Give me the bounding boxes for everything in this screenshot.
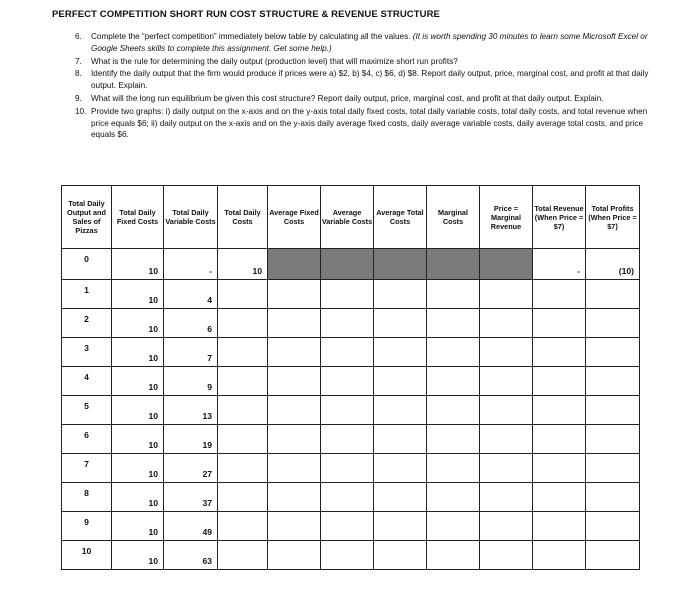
cell-marginal-cost bbox=[427, 309, 480, 338]
cell-marginal-cost bbox=[427, 338, 480, 367]
header-variable-costs: Total Daily Variable Costs bbox=[164, 186, 218, 249]
cell-price bbox=[480, 425, 533, 454]
cell-average-fixed-cost bbox=[268, 425, 321, 454]
cell-average-fixed-cost bbox=[268, 249, 321, 280]
cell-output: 5 bbox=[62, 396, 112, 425]
cell-average-fixed-cost bbox=[268, 338, 321, 367]
table-row bbox=[62, 425, 640, 454]
question-number: 9. bbox=[75, 93, 82, 103]
cell-total-revenue bbox=[533, 396, 586, 425]
cell-price bbox=[480, 309, 533, 338]
cell-total-profit bbox=[586, 483, 640, 512]
cell-total-profit bbox=[586, 396, 640, 425]
page-title: PERFECT COMPETITION SHORT RUN COST STRUCTURE & REVENUE STRUCTURE bbox=[52, 9, 440, 20]
cell-marginal-cost bbox=[427, 454, 480, 483]
cell-variable-cost: 49 bbox=[164, 512, 218, 541]
cell-average-fixed-cost bbox=[268, 483, 321, 512]
cell-output: 1 bbox=[62, 280, 112, 309]
cell-average-variable-cost bbox=[321, 280, 374, 309]
cell-output: 3 bbox=[62, 338, 112, 367]
cell-marginal-cost bbox=[427, 249, 480, 280]
cell-output: 9 bbox=[62, 512, 112, 541]
cell-total-profit bbox=[586, 541, 640, 570]
cell-total-cost bbox=[218, 512, 268, 541]
cell-fixed-cost: 10 bbox=[112, 280, 164, 309]
header-fixed-costs: Total Daily Fixed Costs bbox=[112, 186, 164, 249]
cell-total-profit bbox=[586, 454, 640, 483]
cell-output: 0 bbox=[62, 249, 112, 280]
cell-total-profit bbox=[586, 338, 640, 367]
cell-total-cost bbox=[218, 367, 268, 396]
cell-total-revenue bbox=[533, 309, 586, 338]
cell-fixed-cost: 10 bbox=[112, 425, 164, 454]
cell-marginal-cost bbox=[427, 280, 480, 309]
table-row bbox=[62, 280, 640, 309]
header-total-costs: Total Daily Costs bbox=[218, 186, 268, 249]
header-average-total-costs: Average Total Costs bbox=[374, 186, 427, 249]
question-7 bbox=[75, 56, 655, 68]
cell-fixed-cost: 10 bbox=[112, 483, 164, 512]
cell-total-profit bbox=[586, 425, 640, 454]
cell-variable-cost: 63 bbox=[164, 541, 218, 570]
cell-price bbox=[480, 512, 533, 541]
cost-table bbox=[61, 185, 640, 570]
cell-output: 2 bbox=[62, 309, 112, 338]
cell-output: 10 bbox=[62, 541, 112, 570]
cell-average-total-cost bbox=[374, 483, 427, 512]
cell-average-fixed-cost bbox=[268, 396, 321, 425]
cell-total-revenue bbox=[533, 454, 586, 483]
cell-total-profit bbox=[586, 280, 640, 309]
header-price: Price = Marginal Revenue bbox=[480, 186, 533, 249]
cell-price bbox=[480, 338, 533, 367]
cell-average-total-cost bbox=[374, 541, 427, 570]
cell-total-cost bbox=[218, 425, 268, 454]
table-row bbox=[62, 309, 640, 338]
cell-marginal-cost bbox=[427, 483, 480, 512]
cell-total-revenue bbox=[533, 483, 586, 512]
cell-total-cost bbox=[218, 454, 268, 483]
cell-average-total-cost bbox=[374, 309, 427, 338]
question-list bbox=[75, 31, 655, 142]
question-10 bbox=[75, 106, 655, 141]
cell-average-total-cost bbox=[374, 338, 427, 367]
question-number: 10. bbox=[75, 106, 87, 116]
cell-total-cost bbox=[218, 309, 268, 338]
cell-output: 6 bbox=[62, 425, 112, 454]
cell-average-fixed-cost bbox=[268, 280, 321, 309]
cell-average-total-cost bbox=[374, 396, 427, 425]
cell-fixed-cost: 10 bbox=[112, 309, 164, 338]
question-9 bbox=[75, 93, 655, 105]
cell-fixed-cost: 10 bbox=[112, 367, 164, 396]
cell-average-variable-cost bbox=[321, 338, 374, 367]
header-output: Total Daily Output and Sales of Pizzas bbox=[62, 186, 112, 249]
cell-marginal-cost bbox=[427, 396, 480, 425]
cell-output: 8 bbox=[62, 483, 112, 512]
cell-average-fixed-cost bbox=[268, 454, 321, 483]
cell-price bbox=[480, 367, 533, 396]
cell-fixed-cost: 10 bbox=[112, 541, 164, 570]
cell-marginal-cost bbox=[427, 512, 480, 541]
question-6 bbox=[75, 31, 655, 55]
cell-average-variable-cost bbox=[321, 425, 374, 454]
cell-total-profit: (10) bbox=[586, 249, 640, 280]
cell-fixed-cost: 10 bbox=[112, 396, 164, 425]
cell-total-revenue bbox=[533, 512, 586, 541]
cell-output: 4 bbox=[62, 367, 112, 396]
cell-fixed-cost: 10 bbox=[112, 512, 164, 541]
cell-total-cost: 10 bbox=[218, 249, 268, 280]
cell-total-revenue bbox=[533, 425, 586, 454]
table-row bbox=[62, 454, 640, 483]
header-average-fixed-costs: Average Fixed Costs bbox=[268, 186, 321, 249]
cell-average-total-cost bbox=[374, 249, 427, 280]
cell-total-cost bbox=[218, 280, 268, 309]
cell-average-fixed-cost bbox=[268, 309, 321, 338]
cell-variable-cost: 37 bbox=[164, 483, 218, 512]
cell-variable-cost: 6 bbox=[164, 309, 218, 338]
cell-output: 7 bbox=[62, 454, 112, 483]
cell-variable-cost: 7 bbox=[164, 338, 218, 367]
cell-variable-cost: - bbox=[164, 249, 218, 280]
cell-variable-cost: 4 bbox=[164, 280, 218, 309]
question-text: What will the long run equilibrium be given this cost structure? Report daily output, price, marginal cost, and profit at that daily output. Explain. bbox=[91, 93, 604, 103]
cell-total-cost bbox=[218, 483, 268, 512]
table-row bbox=[62, 483, 640, 512]
table-row bbox=[62, 396, 640, 425]
cell-price bbox=[480, 249, 533, 280]
table-row bbox=[62, 249, 640, 280]
cell-average-variable-cost bbox=[321, 483, 374, 512]
header-total-revenue: Total Revenue (When Price = $7) bbox=[533, 186, 586, 249]
cell-fixed-cost: 10 bbox=[112, 454, 164, 483]
cell-average-variable-cost bbox=[321, 249, 374, 280]
cell-average-fixed-cost bbox=[268, 512, 321, 541]
cell-total-profit bbox=[586, 512, 640, 541]
cell-average-total-cost bbox=[374, 454, 427, 483]
question-number: 6. bbox=[75, 32, 82, 41]
table-row bbox=[62, 512, 640, 541]
cell-total-cost bbox=[218, 541, 268, 570]
cell-price bbox=[480, 280, 533, 309]
cell-average-variable-cost bbox=[321, 309, 374, 338]
cell-variable-cost: 19 bbox=[164, 425, 218, 454]
question-text: Provide two graphs: i) daily output on the x-axis and on the y-axis total daily fixed costs, total daily variable costs, total daily costs, and total revenue when price equals $6; ii) daily output on the x-axis and on the y-axis daily average fixed costs, daily average variable costs, daily average total costs, and price equals $6. bbox=[91, 106, 648, 140]
cell-variable-cost: 9 bbox=[164, 367, 218, 396]
cell-total-revenue bbox=[533, 280, 586, 309]
cell-marginal-cost bbox=[427, 425, 480, 454]
cell-fixed-cost: 10 bbox=[112, 338, 164, 367]
cell-average-variable-cost bbox=[321, 512, 374, 541]
cell-average-variable-cost bbox=[321, 454, 374, 483]
cell-price bbox=[480, 454, 533, 483]
question-text: Identify the daily output that the firm would produce if prices were a) $2, b) $4, c) $6, d) $8. Report daily output, price, marginal cost, and profit at that daily output. Explain. bbox=[91, 69, 649, 91]
question-text: What is the rule for determining the daily output (production level) that will maximize short run profits? bbox=[91, 56, 458, 66]
cell-total-cost bbox=[218, 338, 268, 367]
table-header-row bbox=[62, 186, 640, 249]
cell-total-revenue bbox=[533, 541, 586, 570]
cell-marginal-cost bbox=[427, 367, 480, 396]
cell-average-fixed-cost bbox=[268, 367, 321, 396]
cell-price bbox=[480, 541, 533, 570]
cell-average-total-cost bbox=[374, 367, 427, 396]
question-number: 8. bbox=[75, 69, 82, 79]
cell-average-variable-cost bbox=[321, 541, 374, 570]
table-row bbox=[62, 367, 640, 396]
cell-total-profit bbox=[586, 309, 640, 338]
question-text: Complete the “perfect competition” immediately below table by calculating all the values. bbox=[91, 32, 413, 41]
cell-variable-cost: 13 bbox=[164, 396, 218, 425]
cell-average-variable-cost bbox=[321, 396, 374, 425]
cell-fixed-cost: 10 bbox=[112, 249, 164, 280]
cell-price bbox=[480, 483, 533, 512]
table-row bbox=[62, 541, 640, 570]
header-marginal-costs: Marginal Costs bbox=[427, 186, 480, 249]
question-note: (It is worth spending 30 minutes to learn some Microsoft Excel or Google Sheets skills to complete this assignment. Get some help.) bbox=[91, 32, 648, 53]
cell-total-revenue bbox=[533, 338, 586, 367]
table-row bbox=[62, 338, 640, 367]
cell-average-fixed-cost bbox=[268, 541, 321, 570]
cell-average-total-cost bbox=[374, 280, 427, 309]
header-total-profits: Total Profits (When Price = $7) bbox=[586, 186, 640, 249]
cell-marginal-cost bbox=[427, 541, 480, 570]
cell-price bbox=[480, 396, 533, 425]
cell-average-total-cost bbox=[374, 512, 427, 541]
cell-total-cost bbox=[218, 396, 268, 425]
header-average-variable-costs: Average Variable Costs bbox=[321, 186, 374, 249]
cell-total-revenue bbox=[533, 367, 586, 396]
question-8 bbox=[75, 68, 655, 92]
cell-total-revenue: - bbox=[533, 249, 586, 280]
cell-average-variable-cost bbox=[321, 367, 374, 396]
cell-variable-cost: 27 bbox=[164, 454, 218, 483]
cell-total-profit bbox=[586, 367, 640, 396]
question-number: 7. bbox=[75, 56, 82, 66]
cell-average-total-cost bbox=[374, 425, 427, 454]
